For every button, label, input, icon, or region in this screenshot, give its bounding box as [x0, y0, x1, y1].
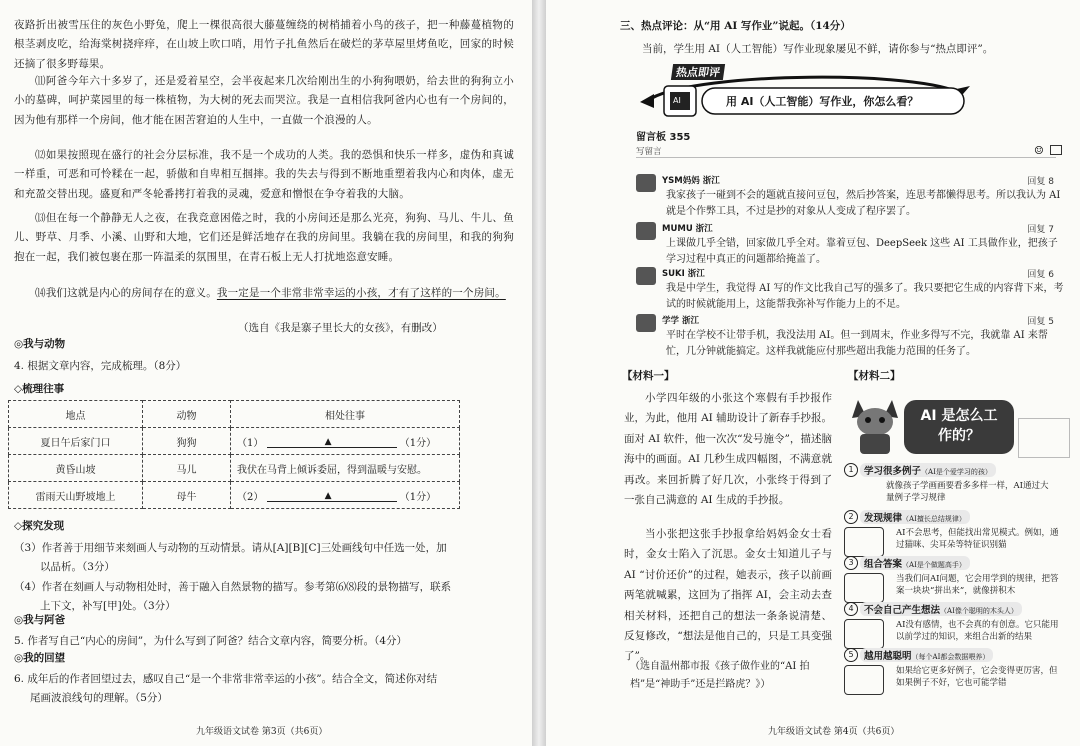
comment-user: SUKI 浙江: [662, 269, 705, 279]
section-3-intro: 当前，学生用 AI（人工智能）写作业现象屡见不鲜，请你参与“热点即评”。: [642, 43, 994, 55]
comment-list: [622, 150, 1066, 362]
table-row: [9, 482, 460, 509]
blank-score: （1分）: [399, 437, 437, 449]
avatar: [636, 222, 656, 240]
step-note: （AI像个聪明的木头人）: [940, 607, 1018, 615]
question-4b-line2: 上下文，补写[甲]处。（3分）: [40, 600, 176, 612]
question-4: 4. 根据文章内容，完成梳理。（8分）: [14, 360, 187, 372]
triangle-marker: ▲: [324, 437, 332, 447]
paragraph-continuation: 夜路折出被雪压住的灰色小野兔，爬上一棵很高很大藤蔓缠绕的树梢捕着小鸟的孩子，把一种藤蔓植物的根茎剥皮吃，给海棠树挠痒痒，在山坡上吹口哨，用竹子扎鱼然后在破烂的茅草屋里烤鱼吃，回家的时候还摘了很多野莓果。: [14, 19, 514, 70]
section-3-heading: 三、热点评论：从“用 AI 写作业”说起。（14分）: [620, 20, 851, 32]
comment-text: 平时在学校不让带手机，我没法用 AI。但一到周末，作业多得写不完，我就靠 AI 来帮忙，几分钟就能搞定。这样我就能应付那些超出我能力范围的任务了。: [666, 330, 1048, 357]
step-note: （AI擅长总结规律）: [902, 515, 966, 523]
question-6-line2: 尾画波浪线句的理解。（5分）: [30, 692, 168, 704]
step-title: [860, 463, 996, 477]
left-footer: 九年级语文试卷 第3页（共6页）: [196, 727, 328, 737]
answer-blank[interactable]: [267, 438, 397, 448]
hot-comment-banner: [640, 64, 980, 132]
step-note: （AI是个做题高手）: [902, 561, 966, 569]
reply-like-button[interactable]: 回复 5: [1027, 317, 1054, 327]
step-description: AI没有感情，也不会真的有创意。它只能用以前学过的知识，来组合出新的结果: [896, 620, 1059, 642]
section-me-and-animals: ◎我与动物: [14, 338, 66, 350]
message-board-title: 留言板 355: [636, 132, 691, 143]
paragraph-13: ⒀但在每一个静静无人之夜，在我竞意困倦之时，我的小房间还是那么光亮，狗狗、马儿、牛儿、鱼儿、野草、月季、小溪、山野和大地，它们还是鲜活地存在我的房间里。我躺在我的房间里，和我的狗狗抱在一起，我们被包裹在那一阵温柔的氛围里，在青石板上无人打扰地恣意安睡。: [14, 212, 514, 263]
step-description: AI不会思考，但能找出常见模式。例如，通过猫咪、尖耳朵等特征识别猫: [896, 528, 1059, 550]
table-cell: 狗狗: [143, 428, 231, 455]
table-row: [9, 428, 460, 455]
table-cell: 黄昏山坡: [9, 455, 143, 482]
step-title-text: 越用越聪明: [864, 651, 912, 662]
answer-blank[interactable]: [267, 492, 397, 502]
comment-text: 上课做几乎全错，回家做几乎全对。靠着豆包、DeepSeek 这些 AI 工具做作业，把孩子学习过程中真正的问题都给掩盖了。: [666, 238, 1058, 265]
step-number: 5: [844, 648, 858, 662]
reply-like-button[interactable]: 回复 7: [1027, 225, 1054, 235]
book-gutter: [532, 0, 546, 746]
blank-label: （2）: [237, 491, 264, 503]
step-title-text: 发现规律: [864, 513, 903, 524]
review-table: [8, 400, 460, 509]
material-1-paragraph-2: 当小张把这张手抄报拿给妈妈金女士看时，金女士陷入了沉思。金女士知道儿子与 AI “讨价还价”的过程，她表示，孩子以前画两笔就喊累，这回为了指挥 AI，会主动去查相关材料，还把自己的想法一条条说清楚、反复修改，“想法是他自己的，只是工具变强了”。: [624, 528, 832, 663]
growth-chart-icon: [844, 665, 884, 695]
step-title-text: 组合答案: [864, 559, 903, 570]
answer-blank-cell[interactable]: [231, 428, 460, 455]
table-cell: 马儿: [143, 455, 231, 482]
robot-icon: [844, 619, 884, 649]
step-number: 3: [844, 556, 858, 570]
step-title-text: 不会自己产生想法: [864, 605, 941, 616]
right-footer: 九年级语文试卷 第4页（共6页）: [768, 727, 900, 737]
step-description: 如果给它更多好例子，它会变得更厉害，但如果例子不好，它也可能学错: [896, 666, 1058, 688]
table-header-row: [9, 401, 460, 428]
table-row: [9, 455, 460, 482]
explore-title: ◇探究发现: [14, 520, 65, 532]
step-title: [860, 510, 970, 524]
banner-tag: 热点即评: [671, 64, 725, 80]
step-note: （每个AI都会数据喂养）: [911, 653, 990, 661]
material-1-source: （选自温州都市报《孩子做作业的“AI 拍档”是“神助手”还是拦路虎？》）: [630, 661, 810, 690]
table-header: 动物: [143, 401, 231, 428]
comment-user: YSM妈妈 浙江: [662, 176, 720, 186]
question-6-line1: 6. 成年后的作者回望过去，感叹自己“是一个非常非常幸运的小孩”。结合全文，简述你对结: [14, 673, 438, 685]
step-title: [860, 556, 970, 570]
paragraph-11: ⑾阿爸今年六十多岁了，还是爱着星空，会半夜起来几次给刚出生的小狗狗喂奶，给去世的狗狗立小小的墓碑，呵护菜园里的每一株植物，为大树的死去而哭泣。我是一直相信我阿爸内心也有一个房间的，因为他有那样一个房间，他才能在困苦窘迫的人生中，一直做一个浪漫的人。: [14, 75, 514, 126]
reply-like-button[interactable]: 回复 6: [1027, 270, 1054, 280]
avatar: [636, 174, 656, 192]
question-4b-line1: （4）作者在刻画人与动物相处时，善于融入自然景物的描写。参考第⑹⑻段的景物描写，联系: [14, 581, 452, 593]
table-cell: 母牛: [143, 482, 231, 509]
message-input[interactable]: 写留言: [636, 145, 1056, 158]
section-me-and-father: ◎我与阿爸: [14, 614, 66, 626]
paragraph-14: [14, 284, 514, 303]
step-number: 4: [844, 602, 858, 616]
material-1-title: 【材料一】: [622, 370, 675, 382]
table-cell: 夏日午后家门口: [9, 428, 143, 455]
sort-title: ◇梳理往事: [14, 383, 65, 395]
ai-chip-icon: AI: [673, 96, 681, 105]
table-header: 相处往事: [231, 401, 460, 428]
comment-user: 学学 浙江: [662, 316, 699, 326]
comment-text: 我是中学生，我觉得 AI 写的作文比我自己写的强多了。我只要把它生成的内容背下来，考试的时候就能用上，这能帮我弥补写作能力上的不足。: [666, 283, 1064, 310]
ai-how-banner: AI 是怎么工作的？: [904, 400, 1014, 454]
comment-user: MUMU 浙江: [662, 224, 713, 234]
fox-mascot-icon: [848, 396, 902, 456]
magnifier-icon: [844, 527, 884, 557]
table-cell: 我伏在马背上倾诉委屈，得到温暖与安慰。: [231, 455, 460, 482]
question-3-line2: 以品析。（3分）: [40, 561, 115, 573]
emoji-icon[interactable]: ☺: [1034, 144, 1044, 157]
banner-question: 用 AI（人工智能）写作业，你怎么看？: [726, 95, 919, 108]
paragraph-14-text: ⒁我们这就是内心的房间存在的意义。: [35, 287, 217, 299]
step-title: [860, 602, 1022, 616]
whiteboard-illustration: [1018, 418, 1070, 458]
blank-label: （1）: [237, 437, 264, 449]
step-number: 1: [844, 463, 858, 477]
paragraph-12: ⑿如果按照现在盛行的社会分层标准，我不是一个成功的人类。我的恐惧和快乐一样多，虚伪和真诚一样重，可恶和可怜糅在一起，骄傲和自卑相互掴摔。我的失去与得到不断地重塑着我内心和肉体，虚无和充盈交替出现。盛夏和严冬轮番拷打着我的灵魂，爱意和憎恨在争夺着我的大脑。: [14, 149, 514, 200]
comment-text: 我家孩子一碰到不会的题就直接问豆包，然后抄答案，连思考都懒得思考。所以我认为 AI 就是个作弊工具，不过是抄的对象从人变成了程序罢了。: [666, 190, 1061, 217]
step-number: 2: [844, 510, 858, 524]
step-title-text: 学习很多例子: [864, 466, 922, 477]
answer-blank-cell[interactable]: [231, 482, 460, 509]
section-looking-back: ◎我的回望: [14, 652, 66, 664]
step-title: [860, 648, 993, 662]
avatar: [636, 314, 656, 332]
material-2-title: 【材料二】: [848, 370, 901, 382]
question-5: 5. 作者写自己“内心的房间”，为什么写到了阿爸？结合文章内容，简要分析。（4分）: [14, 635, 408, 647]
article-source: （选自《我是寨子里长大的女孩》，有删改）: [238, 322, 443, 334]
reply-like-button[interactable]: 回复 8: [1027, 177, 1054, 187]
triangle-marker: ▲: [324, 491, 332, 501]
table-header: 地点: [9, 401, 143, 428]
step-description: 就像孩子学画画要看多多样一样，AI通过大量例子学习规律: [886, 481, 1049, 503]
step-note: （AI是个爱学习的孩）: [921, 468, 992, 476]
question-3-line1: （3）作者善于用细节来刻画人与动物的互动情景。请从[A][B][C]三处画线句中任选一处，加: [14, 542, 447, 554]
material-1-paragraph-1: 小学四年级的小张这个寒假有手抄报作业，为此，他用 AI 辅助设计了新春手抄报。面对 AI 软件，他一次次“发号施令”，描述脑海中的画面。AI 几秒生成四幅图，不满意就再改。来回折腾了好几次，小张终于得到了一张自己满意的 AI 生成的手抄报。: [624, 392, 832, 507]
building-blocks-icon: [844, 573, 884, 603]
blank-score: （1分）: [399, 491, 437, 503]
wavy-underline-sentence: 我一定是一个非常非常幸运的小孩，才有了这样的一个房间。: [216, 287, 506, 299]
avatar: [636, 267, 656, 285]
table-cell: 雷雨天山野坡地上: [9, 482, 143, 509]
step-description: 当我们问AI问题，它会用学到的规律，把答案一块块“拼出来”，就像拼积木: [896, 574, 1059, 596]
